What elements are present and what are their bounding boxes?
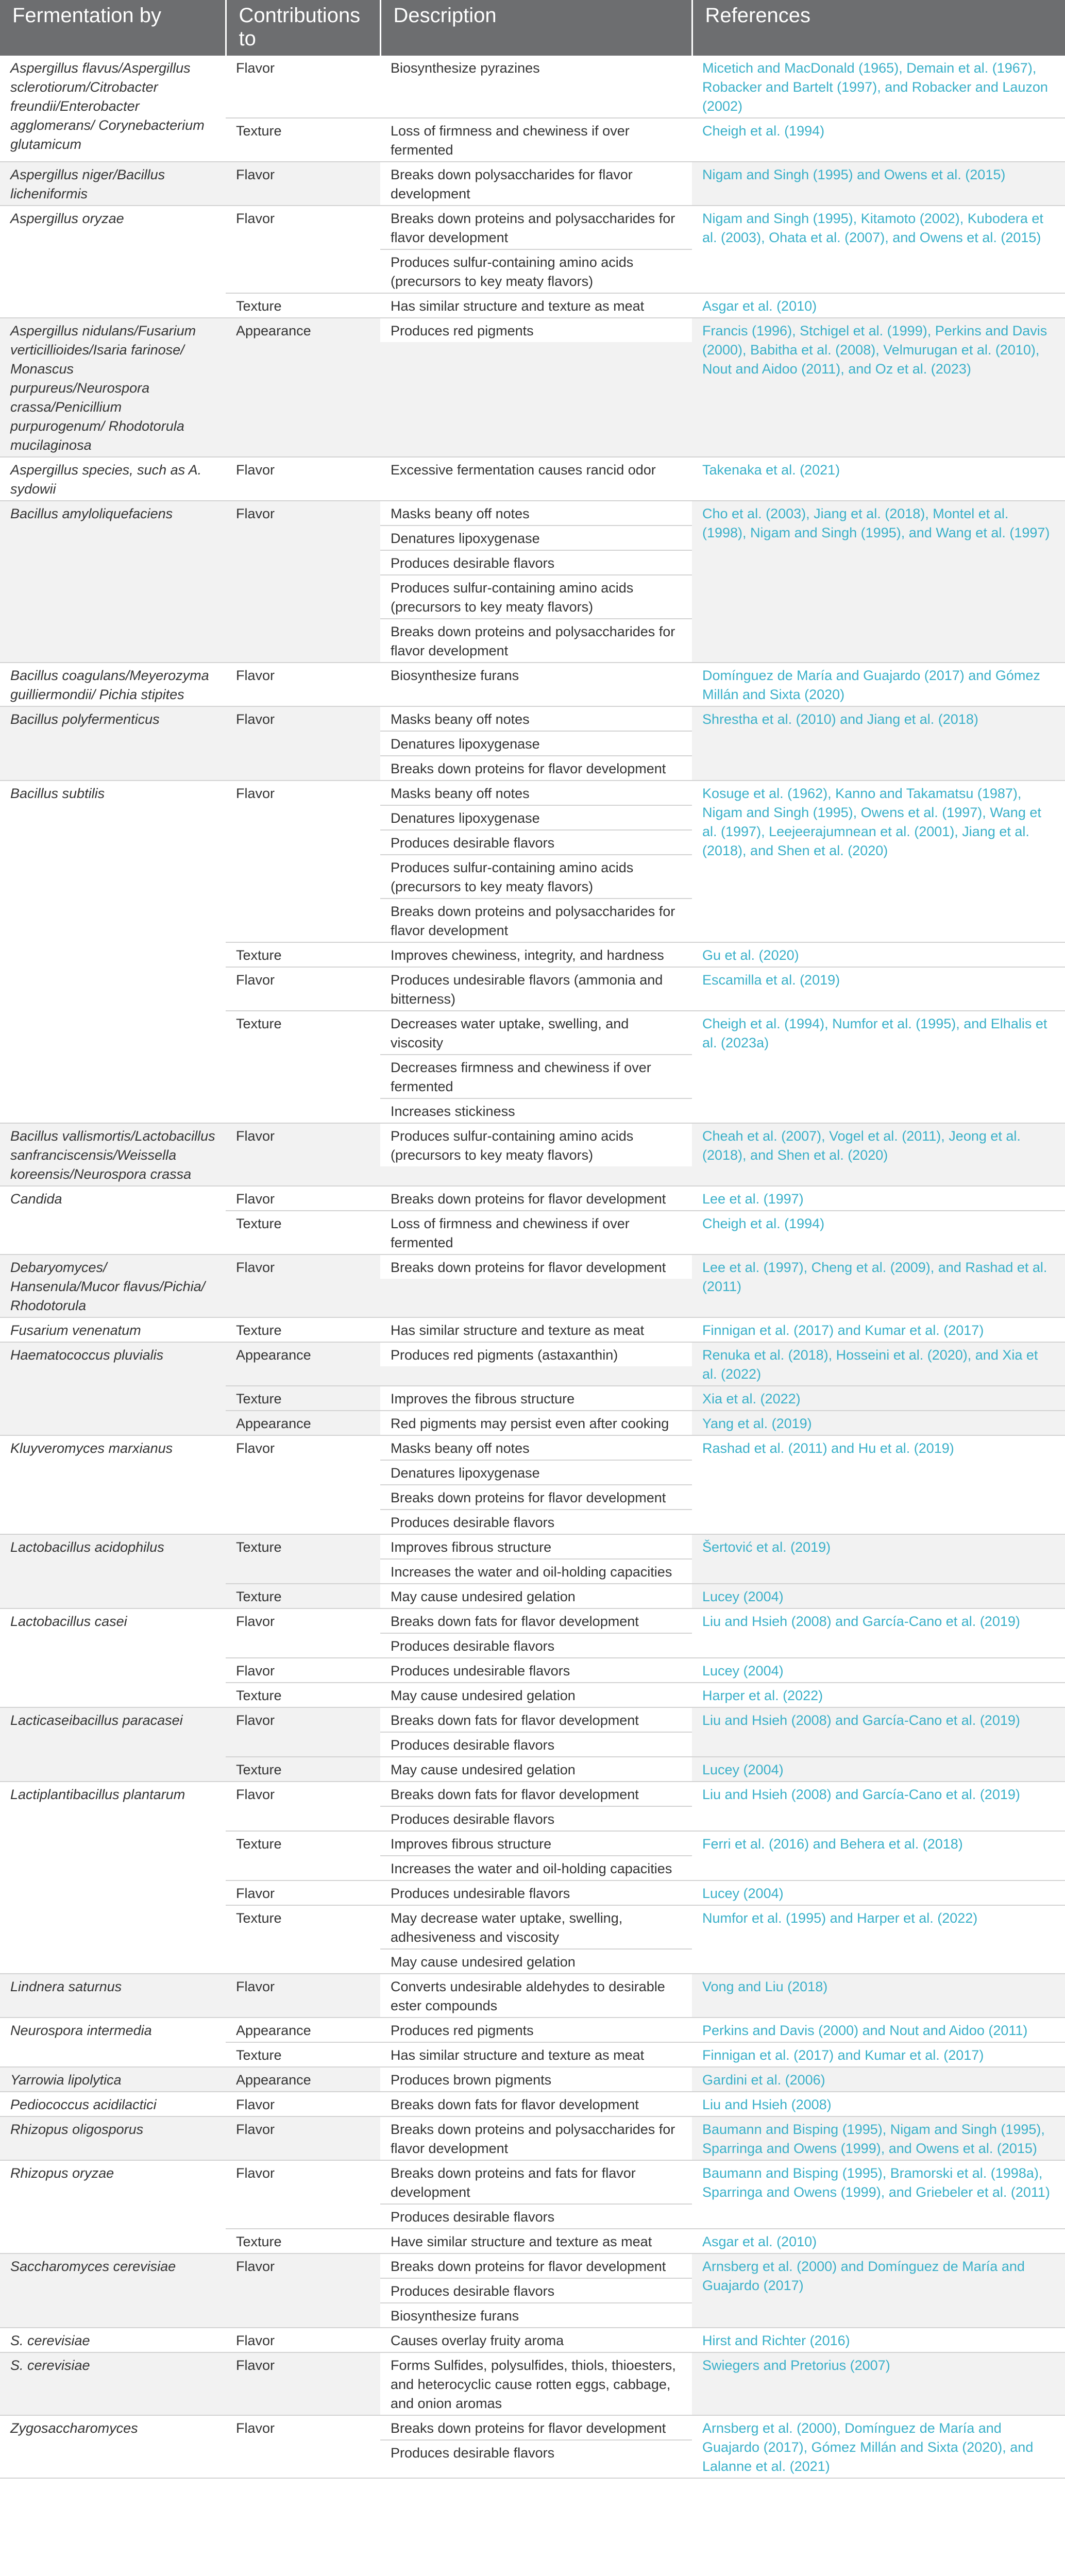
references-cell[interactable]: Swiegers and Pretorius (2007)	[692, 2352, 1065, 2415]
organism-cell: Saccharomyces cerevisiae	[0, 2253, 226, 2328]
description-item: Breaks down proteins and polysaccharides for flavor development	[380, 2117, 692, 2160]
description-cell	[380, 162, 692, 206]
contribution-cell: Flavor	[226, 2328, 380, 2352]
references-cell[interactable]: Cheigh et al. (1994)	[692, 1211, 1065, 1255]
contribution-cell: Flavor	[226, 706, 380, 781]
references-cell[interactable]: Rashad et al. (2011) and Hu et al. (2019)	[692, 1435, 1065, 1534]
references-cell[interactable]: Lucey (2004)	[692, 1658, 1065, 1683]
description-item: Breaks down proteins for flavor development	[380, 2416, 692, 2441]
description-item: Produces red pigments	[380, 318, 692, 342]
contribution-cell: Texture	[226, 942, 380, 967]
description-item: Produces undesirable flavors	[380, 1658, 692, 1682]
table-row	[0, 1782, 1065, 1831]
references-cell[interactable]: Liu and Hsieh (2008) and García-Cano et al. (2019)	[692, 1608, 1065, 1658]
description-cell	[380, 206, 692, 293]
table-row	[0, 1608, 1065, 1658]
description-item: Produces undesirable flavors	[380, 1881, 692, 1905]
description-item: Produces undesirable flavors (ammonia and bitterness)	[380, 968, 692, 1010]
contribution-cell: Flavor	[226, 1255, 380, 1317]
contribution-cell: Texture	[226, 118, 380, 162]
table-row	[0, 1534, 1065, 1584]
description-item: Has similar structure and texture as meat	[380, 2043, 692, 2066]
description-cell	[380, 293, 692, 318]
description-cell	[380, 1342, 692, 1386]
description-cell	[380, 2160, 692, 2229]
references-cell[interactable]: Francis (1996), Stchigel et al. (1999), Perkins and Davis (2000), Babitha et al. (2008), Velmurugan et al. (2010), Nout and Aidoo (2011), and Oz et al. (2023)	[692, 318, 1065, 457]
contribution-cell: Flavor	[226, 781, 380, 942]
organism-cell: Yarrowia lipolytica	[0, 2067, 226, 2092]
table-row	[0, 2116, 1065, 2160]
organism-cell: Aspergillus species, such as A. sydowii	[0, 457, 226, 501]
contribution-cell: Flavor	[226, 1880, 380, 1905]
description-cell	[380, 967, 692, 1011]
table-row	[0, 663, 1065, 706]
description-item: Increases the water and oil-holding capacities	[380, 1856, 692, 1880]
table-row	[0, 1255, 1065, 1317]
references-cell[interactable]: Asgar et al. (2010)	[692, 2229, 1065, 2253]
table-row	[0, 2160, 1065, 2229]
description-cell	[380, 1584, 692, 1608]
contribution-cell: Flavor	[226, 1782, 380, 1831]
description-item: Masks beany off notes	[380, 501, 692, 526]
table-row	[0, 706, 1065, 781]
description-cell	[380, 2067, 692, 2092]
references-cell[interactable]: Harper et al. (2022)	[692, 1683, 1065, 1707]
table-row	[0, 2253, 1065, 2328]
description-item: Masks beany off notes	[380, 781, 692, 806]
contribution-cell: Flavor	[226, 1974, 380, 2018]
description-item: Produces desirable flavors	[380, 1634, 692, 1657]
description-item: Masks beany off notes	[380, 707, 692, 732]
table-row	[0, 1186, 1065, 1211]
references-cell[interactable]: Nigam and Singh (1995) and Owens et al. (2015)	[692, 162, 1065, 206]
description-item: Decreases water uptake, swelling, and viscosity	[380, 1011, 692, 1055]
references-cell[interactable]: Finnigan et al. (2017) and Kumar et al. (2017)	[692, 2042, 1065, 2067]
description-item: Produces desirable flavors	[380, 2279, 692, 2303]
description-item: Loss of firmness and chewiness if over fermented	[380, 118, 692, 161]
description-cell	[380, 1186, 692, 1211]
contribution-cell: Flavor	[226, 2253, 380, 2328]
references-cell[interactable]: Kosuge et al. (1962), Kanno and Takamatsu (1987), Nigam and Singh (1995), Owens et al. (1997), Wang et al. (1997), Leejeerajumnean et al. (2001), Jiang et al. (2018), and Shen et al. (2020)	[692, 781, 1065, 942]
organism-cell: Aspergillus nidulans/Fusarium verticillioides/Isaria farinose/ Monascus purpureus/Neurospora crassa/Penicillium purpurogenum/ Rhodotorula mucilaginosa	[0, 318, 226, 457]
references-cell[interactable]: Šertović et al. (2019)	[692, 1534, 1065, 1584]
description-cell	[380, 2352, 692, 2415]
contribution-cell: Appearance	[226, 1411, 380, 1435]
references-cell[interactable]: Arnsberg et al. (2000), Domínguez de María and Guajardo (2017), Gómez Millán and Sixta (2020), and Lalanne et al. (2021)	[692, 2415, 1065, 2478]
contribution-cell: Flavor	[226, 2160, 380, 2229]
organism-cell: S. cerevisiae	[0, 2328, 226, 2352]
references-cell[interactable]: Cho et al. (2003), Jiang et al. (2018), Montel et al. (1998), Nigam and Singh (1995), and Wang et al. (1997)	[692, 501, 1065, 663]
references-cell[interactable]: Nigam and Singh (1995), Kitamoto (2002), Kubodera et al. (2003), Ohata et al. (2007), and Owens et al. (2015)	[692, 206, 1065, 293]
description-item: Improves fibrous structure	[380, 1832, 692, 1856]
description-item: Produces sulfur-containing amino acids (precursors to key meaty flavors)	[380, 575, 692, 619]
contribution-cell: Flavor	[226, 2092, 380, 2116]
description-item: Causes overlay fruity aroma	[380, 2328, 692, 2352]
organism-cell: Rhizopus oligosporus	[0, 2116, 226, 2160]
description-item: Masks beany off notes	[380, 1436, 692, 1461]
description-item: Produces desirable flavors	[380, 1807, 692, 1831]
table-row	[0, 2415, 1065, 2478]
description-cell	[380, 118, 692, 162]
description-item: Biosynthesize furans	[380, 663, 692, 687]
description-cell	[380, 2415, 692, 2478]
table-row	[0, 1123, 1065, 1186]
organism-cell: Aspergillus oryzae	[0, 206, 226, 318]
organism-cell: Bacillus subtilis	[0, 781, 226, 1123]
organism-cell: Lacticaseibacillus paracasei	[0, 1707, 226, 1782]
table-row	[0, 2328, 1065, 2352]
description-item: May cause undesired gelation	[380, 1584, 692, 1608]
references-cell[interactable]: Domínguez de María and Guajardo (2017) and Gómez Millán and Sixta (2020)	[692, 663, 1065, 706]
description-item: May cause undesired gelation	[380, 1683, 692, 1707]
description-cell	[380, 781, 692, 942]
description-item: Has similar structure and texture as meat	[380, 294, 692, 317]
organism-cell: Fusarium venenatum	[0, 1317, 226, 1342]
description-cell	[380, 1011, 692, 1123]
organism-cell: Lactiplantibacillus plantarum	[0, 1782, 226, 1974]
references-cell[interactable]: Ferri et al. (2016) and Behera et al. (2018)	[692, 1831, 1065, 1880]
references-cell[interactable]: Gardini et al. (2006)	[692, 2067, 1065, 2092]
description-cell	[380, 2116, 692, 2160]
description-item: Denatures lipoxygenase	[380, 806, 692, 831]
description-item: Loss of firmness and chewiness if over fermented	[380, 1211, 692, 1254]
contribution-cell: Texture	[226, 2229, 380, 2253]
organism-cell: Rhizopus oryzae	[0, 2160, 226, 2253]
description-cell	[380, 318, 692, 457]
description-item: Produces desirable flavors	[380, 551, 692, 575]
contribution-cell: Flavor	[226, 967, 380, 1011]
contribution-cell: Flavor	[226, 457, 380, 501]
contribution-cell: Appearance	[226, 1342, 380, 1386]
references-cell[interactable]: Lee et al. (1997)	[692, 1186, 1065, 1211]
header-row	[0, 0, 1065, 56]
description-item: Breaks down proteins and fats for flavor development	[380, 2161, 692, 2205]
contribution-cell: Texture	[226, 1011, 380, 1123]
description-item: May cause undesired gelation	[380, 1950, 692, 1973]
description-item: May cause undesired gelation	[380, 1757, 692, 1781]
table-row	[0, 2092, 1065, 2116]
references-cell[interactable]: Hirst and Richter (2016)	[692, 2328, 1065, 2352]
description-item: Breaks down proteins for flavor development	[380, 2254, 692, 2279]
organism-cell: Lindnera saturnus	[0, 1974, 226, 2018]
organism-cell: Kluyveromyces marxianus	[0, 1435, 226, 1534]
organism-cell: Candida	[0, 1186, 226, 1255]
references-cell[interactable]: Perkins and Davis (2000) and Nout and Aidoo (2011)	[692, 2018, 1065, 2042]
table-row	[0, 318, 1065, 457]
references-cell[interactable]: Cheigh et al. (1994)	[692, 118, 1065, 162]
table-row	[0, 2018, 1065, 2042]
contribution-cell: Flavor	[226, 1435, 380, 1534]
description-item: Improves fibrous structure	[380, 1535, 692, 1560]
contribution-cell: Texture	[226, 1386, 380, 1411]
references-cell[interactable]: Arnsberg et al. (2000) and Domínguez de María and Guajardo (2017)	[692, 2253, 1065, 2328]
description-item: Breaks down proteins and polysaccharides for flavor development	[380, 619, 692, 662]
references-cell[interactable]: Finnigan et al. (2017) and Kumar et al. (2017)	[692, 1317, 1065, 1342]
header-fermentation-by: Fermentation by	[0, 0, 226, 56]
contribution-cell: Flavor	[226, 501, 380, 663]
description-item: Breaks down proteins for flavor development	[380, 1255, 692, 1279]
description-cell	[380, 1831, 692, 1880]
description-cell	[380, 1782, 692, 1831]
description-item: Produces sulfur-containing amino acids (precursors to key meaty flavors)	[380, 250, 692, 293]
description-item: Breaks down proteins and polysaccharides for flavor development	[380, 206, 692, 250]
organism-cell: Pediococcus acidilactici	[0, 2092, 226, 2116]
table-body	[0, 56, 1065, 2478]
references-cell[interactable]: Baumann and Bisping (1995), Bramorski et al. (1998a), Sparringa and Owens (1999), and Griebeler et al. (2011)	[692, 2160, 1065, 2229]
table-row	[0, 1974, 1065, 2018]
references-cell[interactable]: Baumann and Bisping (1995), Nigam and Singh (1995), Sparringa and Owens (1999), and Owens et al. (2015)	[692, 2116, 1065, 2160]
references-cell[interactable]: Cheah et al. (2007), Vogel et al. (2011), Jeong et al. (2018), and Shen et al. (2020)	[692, 1123, 1065, 1186]
contribution-cell: Texture	[226, 293, 380, 318]
description-item: Red pigments may persist even after cooking	[380, 1411, 692, 1435]
organism-cell: Bacillus vallismortis/Lactobacillus sanfranciscensis/Weissella koreensis/Neurospora crassa	[0, 1123, 226, 1186]
description-item: Biosynthesize furans	[380, 2303, 692, 2327]
description-item: Produces desirable flavors	[380, 831, 692, 855]
references-cell[interactable]: Gu et al. (2020)	[692, 942, 1065, 967]
table-row	[0, 1435, 1065, 1534]
description-item: Produces sulfur-containing amino acids (precursors to key meaty flavors)	[380, 1124, 692, 1166]
contribution-cell: Appearance	[226, 2067, 380, 2092]
contribution-cell: Texture	[226, 1534, 380, 1584]
table-row	[0, 56, 1065, 118]
description-cell	[380, 501, 692, 663]
references-cell[interactable]: Yang et al. (2019)	[692, 1411, 1065, 1435]
description-cell	[380, 2092, 692, 2116]
description-cell	[380, 1905, 692, 1974]
description-item: Has similar structure and texture as meat	[380, 1318, 692, 1342]
header-description: Description	[380, 0, 692, 56]
description-cell	[380, 2328, 692, 2352]
table-row	[0, 206, 1065, 293]
references-cell[interactable]: Shrestha et al. (2010) and Jiang et al. (2018)	[692, 706, 1065, 781]
description-item: Breaks down proteins for flavor development	[380, 756, 692, 780]
header-contributions-to: Contributions to	[226, 0, 380, 56]
description-item: Produces desirable flavors	[380, 1510, 692, 1534]
contribution-cell: Flavor	[226, 2352, 380, 2415]
contribution-cell: Texture	[226, 2042, 380, 2067]
table-row	[0, 781, 1065, 942]
organism-cell: Aspergillus niger/Bacillus licheniformis	[0, 162, 226, 206]
table-row	[0, 2067, 1065, 2092]
description-cell	[380, 706, 692, 781]
description-item: May decrease water uptake, swelling, adhesiveness and viscosity	[380, 1906, 692, 1950]
description-cell	[380, 1658, 692, 1683]
organism-cell: Aspergillus flavus/Aspergillus sclerotiorum/Citrobacter freundii/Enterobacter agglomerans/ Corynebacterium glutamicum	[0, 56, 226, 162]
description-item: Improves chewiness, integrity, and hardness	[380, 943, 692, 967]
organism-cell: S. cerevisiae	[0, 2352, 226, 2415]
description-cell	[380, 457, 692, 501]
description-item: Forms Sulfides, polysulfides, thiols, thioesters, and heterocyclic cause rotten eggs, cabbage, and onion aromas	[380, 2353, 692, 2415]
description-item: Produces sulfur-containing amino acids (precursors to key meaty flavors)	[380, 855, 692, 899]
description-cell	[380, 1211, 692, 1255]
description-cell	[380, 1255, 692, 1317]
references-cell[interactable]: Xia et al. (2022)	[692, 1386, 1065, 1411]
organism-cell: Bacillus amyloliquefaciens	[0, 501, 226, 663]
references-cell[interactable]: Liu and Hsieh (2008) and García-Cano et al. (2019)	[692, 1782, 1065, 1831]
contribution-cell: Flavor	[226, 56, 380, 118]
description-item: Produces desirable flavors	[380, 2205, 692, 2228]
references-cell[interactable]: Micetich and MacDonald (1965), Demain et al. (1967), Robacker and Bartelt (1997), and Robacker and Lauzon (2002)	[692, 56, 1065, 118]
description-item: Breaks down fats for flavor development	[380, 1609, 692, 1634]
description-cell	[380, 1608, 692, 1658]
description-item: Biosynthesize pyrazines	[380, 56, 692, 79]
contribution-cell: Appearance	[226, 2018, 380, 2042]
contribution-cell: Appearance	[226, 318, 380, 457]
contribution-cell: Flavor	[226, 1123, 380, 1186]
references-cell[interactable]: Numfor et al. (1995) and Harper et al. (2022)	[692, 1905, 1065, 1974]
description-item: Breaks down fats for flavor development	[380, 1708, 692, 1733]
contribution-cell: Texture	[226, 1831, 380, 1880]
description-cell	[380, 1317, 692, 1342]
description-cell	[380, 1757, 692, 1782]
description-cell	[380, 2253, 692, 2328]
table-header	[0, 0, 1065, 56]
organism-cell: Zygosaccharomyces	[0, 2415, 226, 2478]
references-cell[interactable]: Asgar et al. (2010)	[692, 293, 1065, 318]
description-cell	[380, 2018, 692, 2042]
description-cell	[380, 1974, 692, 2018]
description-cell	[380, 663, 692, 706]
references-cell[interactable]: Cheigh et al. (1994), Numfor et al. (1995), and Elhalis et al. (2023a)	[692, 1011, 1065, 1123]
contribution-cell: Flavor	[226, 2415, 380, 2478]
description-cell	[380, 2042, 692, 2067]
organism-cell: Bacillus coagulans/Meyerozyma guilliermondii/ Pichia stipites	[0, 663, 226, 706]
table-row	[0, 1317, 1065, 1342]
table-row	[0, 2352, 1065, 2415]
contribution-cell: Texture	[226, 1683, 380, 1707]
description-item: Converts undesirable aldehydes to desirable ester compounds	[380, 1974, 692, 2017]
description-item: Breaks down polysaccharides for flavor development	[380, 162, 692, 205]
organism-cell: Bacillus polyfermenticus	[0, 706, 226, 781]
description-item: Breaks down proteins for flavor development	[380, 1485, 692, 1510]
contribution-cell: Texture	[226, 1905, 380, 1974]
organism-cell: Lactobacillus casei	[0, 1608, 226, 1707]
contribution-cell: Flavor	[226, 1658, 380, 1683]
contribution-cell: Flavor	[226, 1707, 380, 1757]
description-item: Increases stickiness	[380, 1099, 692, 1123]
organism-cell: Lactobacillus acidophilus	[0, 1534, 226, 1608]
organism-cell: Debaryomyces/ Hansenula/Mucor flavus/Pichia/ Rhodotorula	[0, 1255, 226, 1317]
description-cell	[380, 1707, 692, 1757]
table-row	[0, 457, 1065, 501]
description-cell	[380, 1880, 692, 1905]
description-item: Improves the fibrous structure	[380, 1386, 692, 1410]
references-cell[interactable]: Lucey (2004)	[692, 1757, 1065, 1782]
description-item: Produces red pigments	[380, 2018, 692, 2042]
contribution-cell: Flavor	[226, 162, 380, 206]
references-cell[interactable]: Lucey (2004)	[692, 1584, 1065, 1608]
references-cell[interactable]: Takenaka et al. (2021)	[692, 457, 1065, 501]
description-cell	[380, 1534, 692, 1584]
description-item: Excessive fermentation causes rancid odor	[380, 457, 692, 481]
organism-cell: Haematococcus pluvialis	[0, 1342, 226, 1435]
references-cell[interactable]: Lucey (2004)	[692, 1880, 1065, 1905]
contribution-cell: Flavor	[226, 1608, 380, 1658]
organism-cell: Neurospora intermedia	[0, 2018, 226, 2067]
references-cell[interactable]: Liu and Hsieh (2008) and García-Cano et al. (2019)	[692, 1707, 1065, 1757]
contribution-cell: Flavor	[226, 206, 380, 293]
table-row	[0, 1342, 1065, 1386]
description-cell	[380, 1435, 692, 1534]
description-cell	[380, 1683, 692, 1707]
description-item: Breaks down fats for flavor development	[380, 1782, 692, 1807]
description-item: Denatures lipoxygenase	[380, 1461, 692, 1485]
description-item: Breaks down fats for flavor development	[380, 2092, 692, 2116]
contribution-cell: Flavor	[226, 663, 380, 706]
description-item: Decreases firmness and chewiness if over fermented	[380, 1055, 692, 1099]
description-cell	[380, 1411, 692, 1435]
contribution-cell: Texture	[226, 1757, 380, 1782]
description-cell	[380, 56, 692, 118]
description-item: Increases the water and oil-holding capacities	[380, 1560, 692, 1583]
references-cell[interactable]: Lee et al. (1997), Cheng et al. (2009), and Rashad et al. (2011)	[692, 1255, 1065, 1317]
description-item: Produces red pigments (astaxanthin)	[380, 1343, 692, 1366]
description-item: Denatures lipoxygenase	[380, 526, 692, 551]
table-row	[0, 1707, 1065, 1757]
contribution-cell: Flavor	[226, 2116, 380, 2160]
header-references: References	[692, 0, 1065, 56]
description-item: Have similar structure and texture as meat	[380, 2229, 692, 2253]
references-cell[interactable]: Vong and Liu (2018)	[692, 1974, 1065, 2018]
references-cell[interactable]: Renuka et al. (2018), Hosseini et al. (2020), and Xia et al. (2022)	[692, 1342, 1065, 1386]
description-item: Produces brown pigments	[380, 2067, 692, 2091]
contribution-cell: Texture	[226, 1584, 380, 1608]
description-item: Produces desirable flavors	[380, 2441, 692, 2464]
description-cell	[380, 2229, 692, 2253]
contribution-cell: Texture	[226, 1211, 380, 1255]
table-row	[0, 501, 1065, 663]
description-item: Breaks down proteins for flavor development	[380, 1187, 692, 1210]
description-item: Produces desirable flavors	[380, 1733, 692, 1756]
contribution-cell: Flavor	[226, 1186, 380, 1211]
contribution-cell: Texture	[226, 1317, 380, 1342]
table-row	[0, 162, 1065, 206]
description-cell	[380, 1386, 692, 1411]
description-item: Denatures lipoxygenase	[380, 732, 692, 756]
description-cell	[380, 942, 692, 967]
references-cell[interactable]: Escamilla et al. (2019)	[692, 967, 1065, 1011]
description-item: Breaks down proteins and polysaccharides for flavor development	[380, 899, 692, 942]
description-cell	[380, 1123, 692, 1186]
references-cell[interactable]: Liu and Hsieh (2008)	[692, 2092, 1065, 2116]
